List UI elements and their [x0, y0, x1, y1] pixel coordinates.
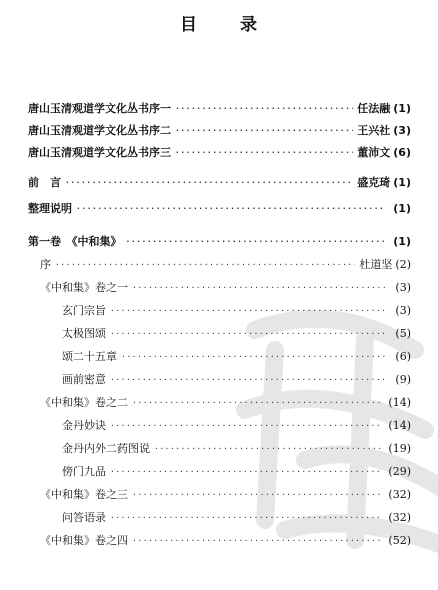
leader-dots	[132, 283, 388, 292]
leader-dots	[110, 329, 388, 338]
entry-author: 杜道坚	[359, 258, 393, 271]
toc-entry-section[interactable]	[0, 300, 438, 320]
entry-label: 《中和集》卷之三	[40, 488, 128, 501]
toc-entry-juan-4[interactable]	[0, 530, 438, 550]
entry-page: (6)	[395, 349, 411, 363]
entry-page: (3)	[395, 303, 411, 317]
entry-page: (19)	[388, 441, 411, 455]
leader-dots	[121, 352, 388, 361]
toc-entry-section[interactable]	[0, 369, 438, 389]
entry-author: 任法融	[357, 102, 391, 115]
entry-label: 第一卷 《中和集》	[28, 235, 122, 248]
toc-entry-section[interactable]	[0, 323, 438, 343]
entry-label: 金丹妙诀	[62, 419, 106, 432]
toc-entry-editorial-notes[interactable]	[0, 198, 438, 218]
leader-dots	[126, 237, 387, 246]
entry-page: (2)	[395, 257, 411, 271]
entry-label: 唐山玉清观道学文化丛书序三	[28, 146, 171, 159]
leader-dots	[132, 536, 381, 545]
leader-dots	[110, 375, 388, 384]
toc-entry-section[interactable]	[0, 507, 438, 527]
toc-entry-juan-1[interactable]	[0, 277, 438, 297]
entry-label: 《中和集》卷之四	[40, 534, 128, 547]
entry-label: 序	[40, 258, 51, 271]
entry-page: (1)	[393, 201, 411, 215]
entry-label: 傍门九品	[62, 465, 106, 478]
leader-dots	[110, 421, 381, 430]
entry-label: 玄门宗旨	[62, 304, 106, 317]
entry-author: 董沛文	[357, 146, 391, 159]
toc-entry-sub-preface[interactable]	[0, 254, 438, 274]
entry-label: 画前密意	[62, 373, 106, 386]
leader-dots	[175, 148, 353, 157]
leader-dots	[110, 513, 381, 522]
toc-entry-section[interactable]	[0, 438, 438, 458]
toc-entry-section[interactable]	[0, 461, 438, 481]
entry-label: 《中和集》卷之一	[40, 281, 128, 294]
toc-entry-juan-3[interactable]	[0, 484, 438, 504]
toc-entry-preface-1[interactable]	[0, 98, 438, 118]
title-char-1: 目	[180, 15, 198, 35]
entry-page: (5)	[395, 326, 411, 340]
title-char-2: 录	[240, 15, 258, 35]
entry-page: (1)	[393, 234, 411, 248]
leader-dots	[65, 178, 353, 187]
entry-label: 唐山玉清观道学文化丛书序二	[28, 124, 171, 137]
leader-dots	[175, 126, 353, 135]
toc-entry-section[interactable]	[0, 415, 438, 435]
entry-label: 金丹内外二药图说	[62, 442, 150, 455]
leader-dots	[175, 104, 353, 113]
entry-page: (9)	[395, 372, 411, 386]
leader-dots	[110, 306, 388, 315]
entry-label: 唐山玉清观道学文化丛书序一	[28, 102, 171, 115]
entry-page: (52)	[388, 533, 411, 547]
toc-entry-foreword[interactable]	[0, 172, 438, 192]
entry-author: 王兴社	[357, 124, 391, 137]
toc-entry-section[interactable]	[0, 346, 438, 366]
entry-label: 颂二十五章	[62, 350, 117, 363]
entry-page: (1)	[393, 175, 411, 189]
leader-dots	[55, 260, 355, 269]
entry-label: 问答语录	[62, 511, 106, 524]
toc-entry-juan-2[interactable]	[0, 392, 438, 412]
entry-page: (29)	[388, 464, 411, 478]
page-title	[0, 10, 438, 35]
leader-dots	[110, 467, 381, 476]
leader-dots	[154, 444, 381, 453]
toc-entry-preface-2[interactable]	[0, 120, 438, 140]
entry-label: 太极图颂	[62, 327, 106, 340]
entry-page: (32)	[388, 510, 411, 524]
entry-author: 盛克琦	[357, 176, 391, 189]
leader-dots	[132, 398, 381, 407]
entry-page: (32)	[388, 487, 411, 501]
toc-entry-volume-1[interactable]	[0, 231, 438, 251]
leader-dots	[132, 490, 381, 499]
entry-page: (3)	[395, 280, 411, 294]
leader-dots	[76, 204, 386, 213]
entry-page: (6)	[393, 145, 411, 159]
entry-page: (14)	[388, 418, 411, 432]
entry-page: (1)	[393, 101, 411, 115]
entry-label: 前 言	[28, 176, 61, 189]
entry-label: 整理说明	[28, 202, 72, 215]
entry-label: 《中和集》卷之二	[40, 396, 128, 409]
entry-page: (3)	[393, 123, 411, 137]
entry-page: (14)	[388, 395, 411, 409]
toc-entry-preface-3[interactable]	[0, 142, 438, 162]
